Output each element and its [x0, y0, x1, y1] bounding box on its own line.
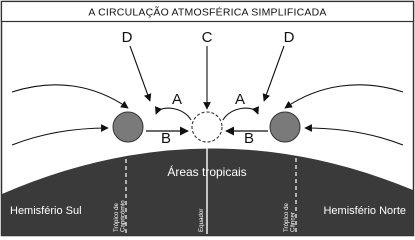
high-pressure-cell-north	[270, 112, 300, 142]
label-d-right: D	[283, 29, 295, 46]
high-pressure-cell-south	[113, 112, 143, 142]
svg-text:Câncer: Câncer	[289, 212, 297, 232]
label-b-right: B	[243, 130, 255, 147]
label-a-left: A	[171, 91, 183, 108]
label-c: C	[201, 29, 213, 46]
label-a-right: A	[234, 91, 246, 108]
diagram-title: A CIRCULAÇÃO ATMOSFÉRICA SIMPLIFICADA	[88, 6, 327, 19]
low-pressure-cell-equator	[192, 112, 222, 142]
southern-hemisphere-label: Hemisfério Sul	[10, 205, 82, 217]
svg-text:Capricórnio: Capricórnio	[119, 200, 127, 232]
tropical-areas-label: Áreas tropicais	[167, 165, 247, 179]
northern-hemisphere-label: Hemisfério Norte	[323, 205, 406, 217]
svg-text:Trópico de: Trópico de	[113, 202, 120, 232]
label-d-left: D	[121, 29, 133, 46]
equator-label	[198, 209, 205, 232]
svg-text:Equador: Equador	[198, 208, 205, 232]
label-b-left: B	[160, 130, 172, 147]
svg-text:Trópico de: Trópico de	[283, 202, 290, 232]
tropic-of-capricorn-label	[113, 200, 127, 232]
